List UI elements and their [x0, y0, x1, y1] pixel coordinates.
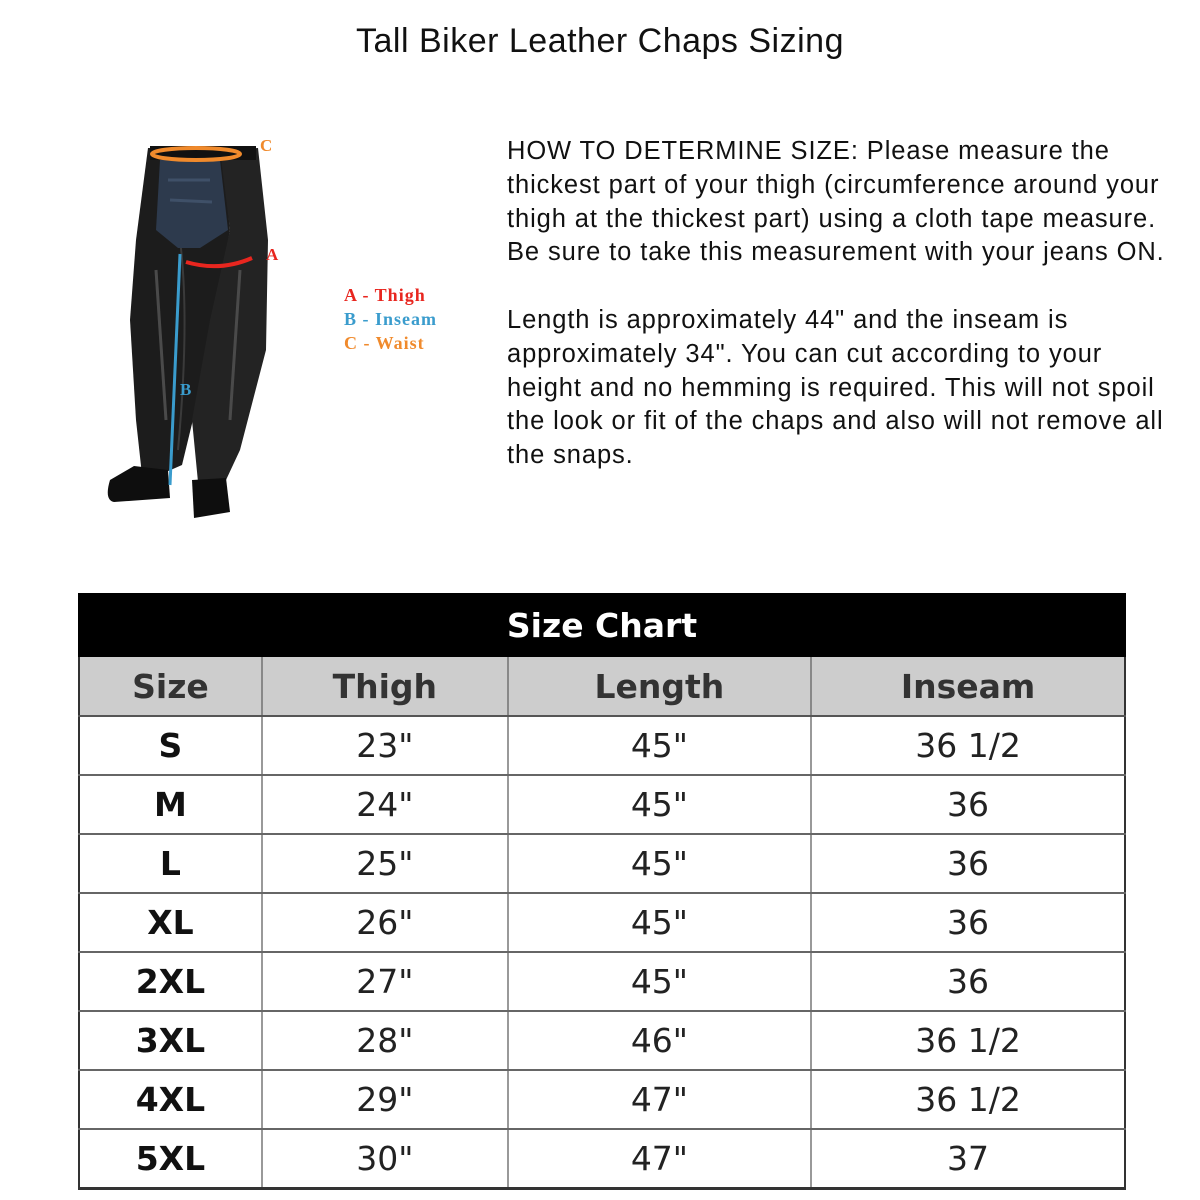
measurement-legend: [344, 283, 437, 355]
size-cell: S: [79, 716, 262, 775]
thigh-cell: 23": [262, 716, 508, 775]
length-cell: 45": [508, 893, 811, 952]
size-cell: XL: [79, 893, 262, 952]
size-cell: L: [79, 834, 262, 893]
header-inseam: Inseam: [811, 656, 1125, 716]
jeans-area: [156, 160, 228, 248]
inseam-cell: 36: [811, 893, 1125, 952]
length-cell: 45": [508, 952, 811, 1011]
header-thigh: Thigh: [262, 656, 508, 716]
table-row: [79, 1011, 1125, 1070]
table-row: [79, 893, 1125, 952]
length-cell: 45": [508, 834, 811, 893]
table-row: [79, 775, 1125, 834]
instructions-paragraph-2: Length is approximately 44" and the inseam is approximately 34". You can cut according to your height and no hemming is required. This will not spoil the look or fit of the chaps and also will not remove all the snaps.: [507, 305, 1164, 470]
label-a: A: [266, 245, 279, 264]
left-boot: [108, 466, 170, 502]
label-b: B: [180, 380, 192, 399]
legend-waist: C - Waist: [344, 333, 425, 353]
length-cell: 45": [508, 775, 811, 834]
table-row: [79, 834, 1125, 893]
label-c: C: [260, 136, 273, 155]
chaps-illustration: [70, 120, 310, 540]
length-cell: 47": [508, 1070, 811, 1129]
length-cell: 45": [508, 716, 811, 775]
right-boot: [192, 478, 230, 518]
inseam-cell: 37: [811, 1129, 1125, 1189]
instructions-paragraph-1: HOW TO DETERMINE SIZE: Please measure the thickest part of your thigh (circumference around your thigh at the thickest part) using a cloth tape measure. Be sure to take this measurement with your jeans ON.: [507, 137, 1165, 267]
thigh-cell: 24": [262, 775, 508, 834]
table-row: [79, 716, 1125, 775]
thigh-cell: 25": [262, 834, 508, 893]
header-size: Size: [79, 656, 262, 716]
thigh-cell: 29": [262, 1070, 508, 1129]
size-cell: 2XL: [79, 952, 262, 1011]
length-cell: 47": [508, 1129, 811, 1189]
thigh-cell: 30": [262, 1129, 508, 1189]
inseam-cell: 36 1/2: [811, 716, 1125, 775]
table-row: [79, 952, 1125, 1011]
legend-thigh: A - Thigh: [344, 285, 426, 305]
inseam-cell: 36: [811, 775, 1125, 834]
size-chart-header-row: [79, 656, 1125, 716]
sizing-instructions: [507, 135, 1177, 507]
thigh-cell: 26": [262, 893, 508, 952]
page-title: Tall Biker Leather Chaps Sizing: [356, 22, 844, 60]
inseam-cell: 36: [811, 952, 1125, 1011]
table-row: [79, 1129, 1125, 1189]
size-chart-caption: Size Chart: [79, 594, 1125, 656]
size-cell: 3XL: [79, 1011, 262, 1070]
size-chart-table: [78, 593, 1126, 1190]
thigh-cell: 28": [262, 1011, 508, 1070]
size-cell: M: [79, 775, 262, 834]
inseam-cell: 36 1/2: [811, 1011, 1125, 1070]
size-cell: 5XL: [79, 1129, 262, 1189]
size-cell: 4XL: [79, 1070, 262, 1129]
thigh-cell: 27": [262, 952, 508, 1011]
inseam-cell: 36 1/2: [811, 1070, 1125, 1129]
header-length: Length: [508, 656, 811, 716]
length-cell: 46": [508, 1011, 811, 1070]
table-row: [79, 1070, 1125, 1129]
legend-inseam: B - Inseam: [344, 309, 438, 329]
inseam-cell: 36: [811, 834, 1125, 893]
